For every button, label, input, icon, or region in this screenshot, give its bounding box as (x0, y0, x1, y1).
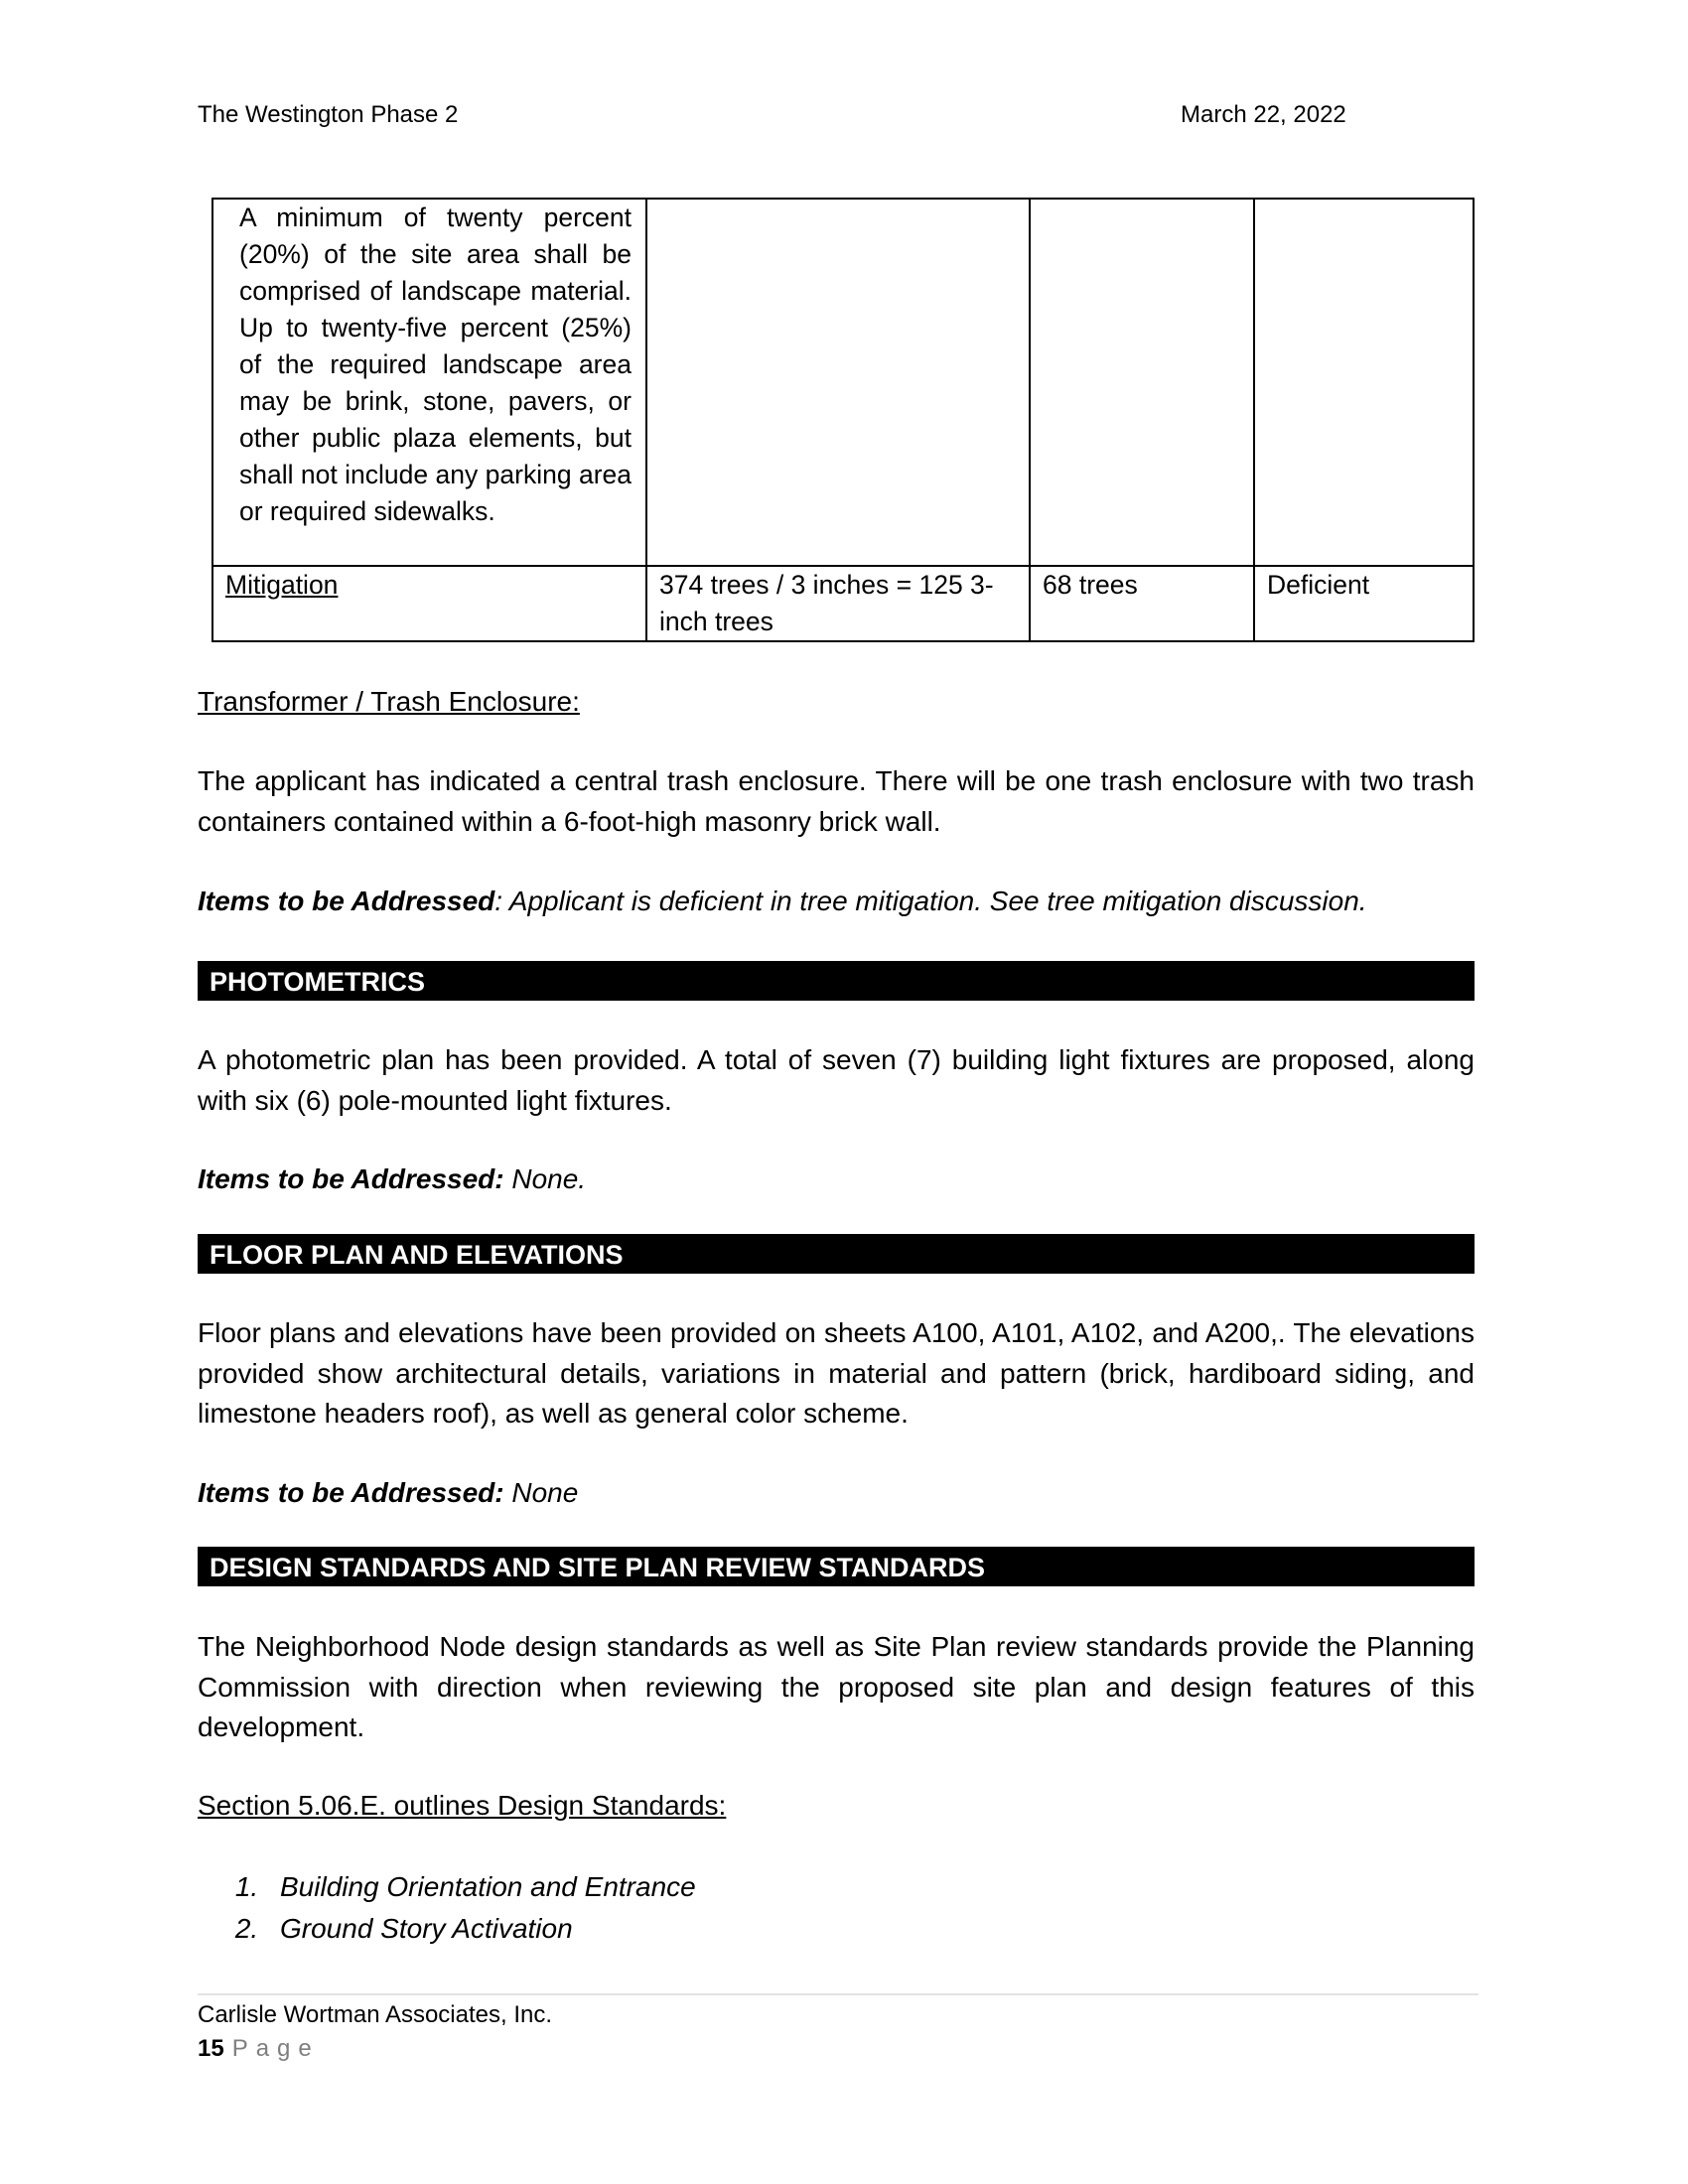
required-cell: 374 trees / 3 inches = 125 3-inch trees (646, 566, 1030, 641)
page-number: 15 (198, 2035, 224, 2062)
provided-cell: 68 trees (1030, 566, 1254, 641)
document-date: March 22, 2022 (1181, 101, 1346, 128)
items-text: None (503, 1477, 579, 1508)
page-label: Page (231, 2035, 320, 2062)
status-cell (1254, 199, 1474, 566)
transformer-heading: Transformer / Trash Enclosure: (198, 686, 580, 717)
landscape-requirements-table (211, 198, 1475, 642)
footer-divider (198, 1993, 1478, 1995)
design-standards-list (230, 1866, 696, 1950)
design-standards-section-heading: Section 5.06.E. outlines Design Standards: (198, 1790, 727, 1821)
section-bar-photometrics: PHOTOMETRICS (198, 961, 1475, 1001)
document-title: The Westington Phase 2 (198, 101, 459, 128)
items-text: : Applicant is deficient in tree mitigation. See tree mitigation discussion. (494, 886, 1367, 916)
items-text: None. (503, 1163, 587, 1194)
floor-plan-items (198, 1473, 1475, 1514)
photometrics-items (198, 1160, 1475, 1200)
list-item: 2. Ground Story Activation (266, 1908, 696, 1950)
items-label: Items to be Addressed: (198, 1477, 504, 1508)
transformer-body: The applicant has indicated a central trash enclosure. There will be one trash enclosure with two trash containers contained within a 6-foot-high masonry brick wall. (198, 765, 1475, 837)
section-bar-floor-plan: FLOOR PLAN AND ELEVATIONS (198, 1234, 1475, 1274)
provided-cell (1030, 199, 1254, 566)
footer-company: Carlisle Wortman Associates, Inc. (198, 2001, 553, 2028)
items-label: Items to be Addressed: (198, 1163, 504, 1194)
section-bar-design-standards: DESIGN STANDARDS AND SITE PLAN REVIEW STANDARDS (198, 1547, 1475, 1586)
status-cell: Deficient (1254, 566, 1474, 641)
photometrics-body: A photometric plan has been provided. A total of seven (7) building light fixtures are proposed, along with six (6) pole-mounted light fixtures. (198, 1044, 1475, 1116)
requirement-cell: A minimum of twenty percent (20%) of the site area shall be comprised of landscape material. Up to twenty-five percent (25%) of the required landscape area may be brink, stone, pavers, or other public plaza elements, but shall not include any parking area or required sidewalks. (212, 199, 646, 566)
list-item: 1. Building Orientation and Entrance (266, 1866, 696, 1908)
design-standards-body: The Neighborhood Node design standards as well as Site Plan review standards provide the Planning Commission with direction when reviewing the proposed site plan and design features of this development. (198, 1631, 1475, 1742)
footer-page (198, 2035, 320, 2063)
items-label: Items to be Addressed (198, 886, 495, 916)
requirement-label-mitigation: Mitigation (225, 570, 339, 600)
table-row (212, 566, 1474, 641)
required-cell (646, 199, 1030, 566)
floor-plan-body: Floor plans and elevations have been provided on sheets A100, A101, A102, and A200,. The elevations provided show architectural details, variations in material and pattern (brick, hardiboard siding, and limestone headers roof), as well as general color scheme. (198, 1317, 1475, 1429)
table-row (212, 199, 1474, 566)
transformer-items (198, 882, 1475, 922)
